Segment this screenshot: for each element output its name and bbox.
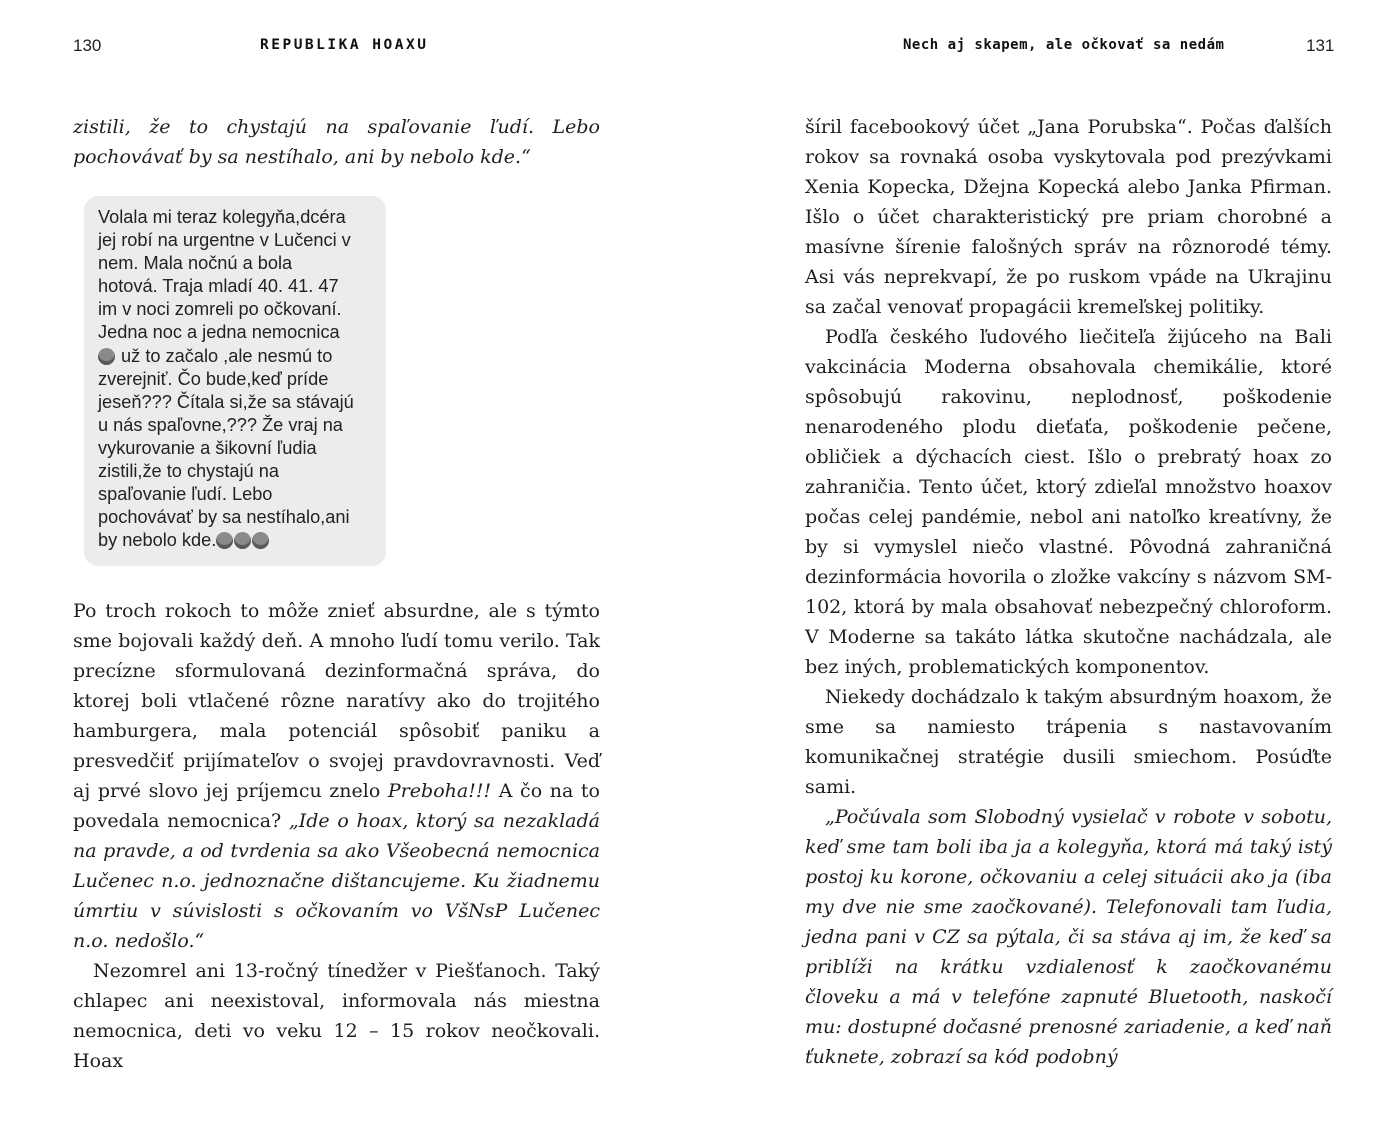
paragraph <box>73 596 600 956</box>
message-text-part2: už to začalo ,ale nesmú to zverejniť. Čo bude,keď príde jeseň??? Čítala si,že sa stávajú u nás spaľovne,??? Že vraj na vykurovanie a šikovní ľudia zistili,že to chystajú na spaľovanie ľudí. Lebo pochovávať by sa nestíhalo,ani by nebolo kde. <box>98 345 354 551</box>
quote-end-text: zistili, že to chystajú na spaľovanie ľudí. Lebo pochovávať by sa nestíhalo, ani by nebolo kde.“ <box>73 116 600 168</box>
message-text-part1: Volala mi teraz kolegyňa,dcéra jej robí na urgentne v Lučenci v nem. Mala nočnú a bola hotová. Traja mladí 40. 41. 47 im v noci zomreli po očkovaní. Jedna noc a jedna nemocnica <box>98 207 351 343</box>
skull-crossbones-emoji-icon <box>234 532 251 549</box>
skull-crossbones-emoji-icons <box>216 529 270 552</box>
message-text <box>98 206 378 552</box>
body-text <box>805 112 1332 1072</box>
paragraph-text: A čo na to povedala nemocnica? <box>73 780 600 832</box>
skull-crossbones-emoji-icon <box>252 532 269 549</box>
running-head: REPUBLIKA HOAXU <box>260 37 429 53</box>
paragraph: Nezomrel ani 13-ročný tínedžer v Piešťanoch. Taký chlapec ani neexistoval, informovala nás miestna nemocnica, deti vo veku 12 – 15 rokov neočkovali. Hoax <box>73 960 600 1072</box>
page-number: 131 <box>1306 36 1335 55</box>
hospital-quote: „Ide o hoax, ktorý sa nezakladá na pravde, a od tvrdenia sa ako Všeobecná nemocnica Lučenec n.o. jednoznačne dištancujeme. Ku žiadnemu úmrtiu v súvislosti s očkovaním vo VšNsP Lučenec n.o. nedošlo.“ <box>73 810 601 952</box>
message-screenshot <box>84 196 386 566</box>
running-head: Nech aj skapem, ale očkovať sa nedám <box>903 37 1225 53</box>
right-page <box>700 0 1400 1125</box>
paragraph: Podľa českého ľudového liečiteľa žijúceho na Bali vakcinácia Moderna obsahovala chemikálie, ktoré spôsobujú rakovinu, neplodnosť, poškodenie nenarodeného plodu dieťaťa, poškodenie pečene, obličiek a dýchacích ciest. Išlo o prebratý hoax zo zahraničia. Tento účet, ktorý zdieľal množstvo hoaxov počas celej pandémie, nebol ani natoľko kreatívny, že by si vymyslel niečo vlastné. Pôvodná zahraničná dezinformácia hovorila o zložke vakcíny s názvom SM-102, ktorá by mala obsahovať nebezpečný chloroform. V Moderne sa takáto látka skutočne nachádzala, ale bez iných, problematických komponentov. <box>805 326 1332 678</box>
page-number: 130 <box>73 36 102 55</box>
paragraph: šíril facebookový účet „Jana Porubska“. Počas ďalších rokov sa rovnaká osoba vyskytovala pod prezývkami Xenia Kopecka, Džejna Kopecká alebo Janka Pfirman. Išlo o účet charakteristický pre priam chorobné a masívne šírenie falošných správ na rôznorodé témy. Asi vás neprekvapí, že po ruskom vpáde na Ukrajinu sa začal venovať propagácii kremeľskej politiky. <box>805 116 1332 318</box>
listener-quote: „Počúvala som Slobodný vysielač v robote v sobotu, keď sme tam boli iba ja a kolegyňa, ktorá má taký istý postoj ku korone, očkovaniu a celej situácii ako ja (iba my dve nie sme zaočkované). Telefonovali tam ľudia, jedna pani v CZ sa pýtala, či sa stáva aj im, že keď sa priblíži na krátku vzdialenosť k zaočkovanému človeku a má v telefóne zapnuté Bluetooth, naskočí mu: dostupné dočasné prenosné zariadenie, a keď naň ťuknete, zobrazí sa kód podobný <box>805 806 1332 1068</box>
paragraph-text: Po troch rokoch to môže znieť absurdne, ale s týmto sme bojovali každý deň. A mnoho ľudí tomu verilo. Tak precízne sformulovaná dezinformačná správa, do ktorej boli vtlačené rôzne naratívy ako do trojitého hamburgera, mala potenciál spôsobiť paniku a presvedčiť prijímateľov o svojej pravdovravnosti. Veď aj prvé slovo jej príjemcu znelo <box>73 600 600 802</box>
italic-text: Preboha!!! <box>387 780 492 802</box>
skull-crossbones-emoji-icon <box>216 532 233 549</box>
body-text <box>73 596 600 1076</box>
paragraph: Niekedy dochádzalo k takým absurdným hoaxom, že sme sa namiesto trápenia s nastavovaním komunikačnej stratégie dusili smiechom. Posúďte sami. <box>805 686 1332 798</box>
quote-ending <box>73 112 600 172</box>
face-emoji-icon <box>98 348 115 365</box>
